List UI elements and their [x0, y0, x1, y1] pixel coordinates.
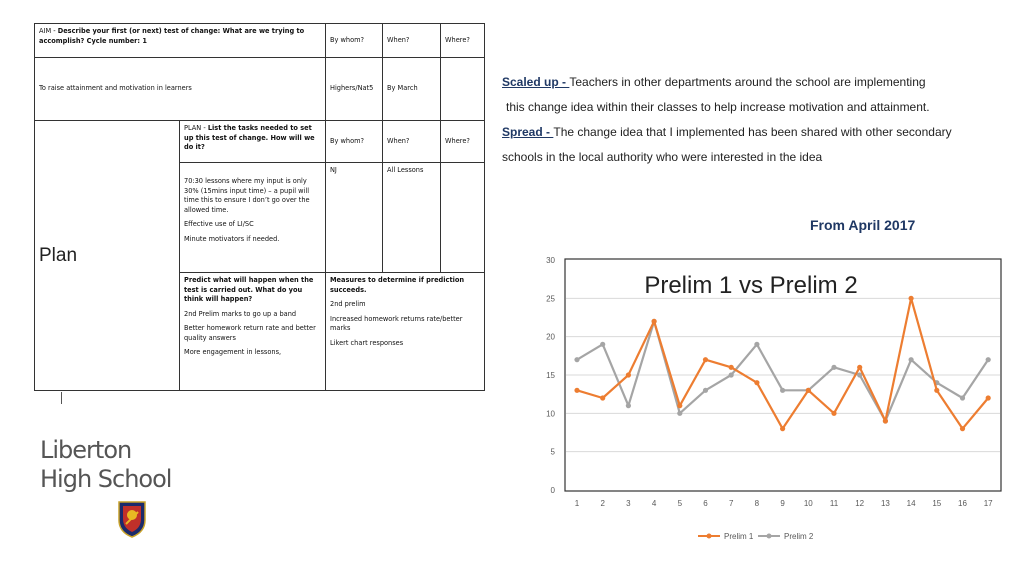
data-point: [806, 388, 811, 393]
scaled-up-label: Scaled up -: [502, 75, 570, 89]
data-point: [960, 395, 965, 400]
data-point: [857, 365, 862, 370]
x-tick-label: 11: [829, 499, 839, 508]
x-tick-label: 17: [983, 499, 993, 508]
x-tick-label: 9: [780, 499, 785, 508]
plan-when-value: All Lessons: [383, 163, 441, 273]
measures-cell: [326, 273, 485, 391]
plan-who: NJ: [326, 163, 383, 273]
data-point: [986, 357, 991, 362]
plan-where-value: [441, 163, 485, 273]
spread-text: The change idea that I implemented has been shared with other secondary: [553, 125, 952, 139]
spread-line-1: [502, 125, 952, 139]
data-point: [909, 296, 914, 301]
measure: Increased homework returns rate/better marks: [330, 314, 463, 333]
chart-title: Prelim 1 vs Prelim 2: [644, 272, 858, 299]
data-point: [626, 372, 631, 377]
data-point: [831, 365, 836, 370]
x-tick-label: 3: [626, 499, 631, 508]
aim-where-value: [441, 58, 485, 121]
data-point: [677, 403, 682, 408]
x-tick-label: 14: [906, 499, 916, 508]
data-point: [831, 411, 836, 416]
scaled-up-text: Teachers in other departments around the school are implementing: [569, 75, 926, 89]
x-tick-label: 10: [803, 499, 813, 508]
data-point: [960, 426, 965, 431]
data-point: [729, 365, 734, 370]
scaled-up-line-2: this change idea within their classes to help increase motivation and attainment.: [506, 100, 930, 114]
aim-question: Describe your first (or next) test of change: What are we trying to accomplish? Cycle number: 1: [39, 27, 305, 45]
y-tick-label: 0: [550, 486, 555, 495]
text-cursor: [61, 392, 62, 404]
data-point: [754, 342, 759, 347]
plan-label: Plan: [35, 121, 180, 391]
x-tick-label: 1: [574, 499, 580, 508]
data-point: [780, 388, 785, 393]
y-tick-label: 5: [550, 447, 555, 457]
plan-tasks-cell: [180, 163, 326, 273]
legend-marker: [767, 534, 772, 539]
school-name-line2: High School: [40, 465, 172, 493]
plan-when-header: When?: [383, 121, 441, 163]
x-tick-label: 2: [600, 499, 605, 508]
x-tick-label: 15: [932, 499, 942, 508]
data-point: [574, 388, 579, 393]
school-name: [40, 436, 171, 494]
aim-when-header: When?: [383, 24, 441, 58]
predict-header: Predict what will happen when the test is carried out. What do you think will happen?: [184, 276, 314, 304]
measures-header: Measures to determine if prediction succeeds.: [330, 276, 465, 294]
aim-by-whom-header: By whom?: [326, 24, 383, 58]
x-tick-label: 4: [651, 499, 657, 508]
x-tick-label: 8: [754, 499, 760, 508]
legend-marker: [707, 534, 712, 539]
data-point: [677, 411, 682, 416]
scaled-up-line-1: [502, 75, 926, 89]
prelim-line-chart: [520, 248, 1010, 548]
data-point: [986, 395, 991, 400]
data-point: [934, 388, 939, 393]
measure: 2nd prelim: [330, 300, 366, 309]
plan-tasks-header: [180, 121, 326, 163]
data-point: [703, 357, 708, 362]
data-point: [754, 380, 759, 385]
legend-label: Prelim 1: [724, 532, 754, 541]
from-date: From April 2017: [810, 217, 916, 233]
plan-tasks-question: List the tasks needed to set up this test of change. How will we do it?: [184, 124, 315, 152]
prediction: Better homework return rate and better quality answers: [184, 324, 316, 342]
data-point: [883, 418, 888, 423]
y-tick-label: 20: [546, 332, 555, 342]
spread-label: Spread -: [502, 125, 554, 139]
data-point: [574, 357, 579, 362]
x-tick-label: 12: [855, 499, 865, 508]
pdsa-form-table: [34, 23, 485, 391]
data-point: [600, 342, 605, 347]
plan-prefix: PLAN -: [184, 124, 208, 132]
x-tick-label: 7: [728, 499, 734, 508]
aim-when-value: By March: [383, 58, 441, 121]
x-tick-label: 13: [880, 499, 890, 508]
aim-question-cell: [35, 24, 326, 58]
data-point: [652, 319, 657, 324]
y-tick-label: 15: [546, 371, 555, 380]
school-name-line1: Liberton: [40, 436, 132, 464]
prediction: 2nd Prelim marks to go up a band: [184, 309, 297, 318]
aim-prefix: AIM -: [39, 27, 58, 35]
plan-task: Minute motivators if needed.: [184, 234, 280, 243]
x-tick-label: 16: [958, 499, 967, 508]
data-point: [729, 372, 734, 377]
plan-task: Effective use of LI/SC: [184, 220, 254, 229]
measure: Likert chart responses: [330, 338, 404, 347]
predict-cell: [180, 273, 326, 391]
data-point: [780, 426, 785, 431]
school-crest-icon: [117, 500, 147, 538]
x-tick-label: 6: [703, 499, 708, 508]
y-tick-label: 30: [546, 256, 555, 265]
x-tick-label: 5: [677, 499, 683, 508]
spread-line-2: schools in the local authority who were interested in the idea: [502, 150, 823, 164]
plan-where-header: Where?: [441, 121, 485, 163]
prediction: More engagement in lessons,: [184, 348, 282, 357]
aim-where-header: Where?: [441, 24, 485, 58]
plan-task: 70:30 lessons where my input is only 30% (15mins input time) – a pupil will time this to ensure I don’t go over the allowed time.: [184, 177, 310, 214]
plan-by-whom-header: By whom?: [326, 121, 383, 163]
aim-who: Highers/Nat5: [326, 58, 383, 121]
aim-text: To raise attainment and motivation in learners: [35, 58, 326, 121]
data-point: [703, 388, 708, 393]
data-point: [626, 403, 631, 408]
y-tick-label: 25: [546, 294, 555, 304]
legend-label: Prelim 2: [784, 532, 814, 541]
data-point: [600, 395, 605, 400]
data-point: [909, 357, 914, 362]
y-tick-label: 10: [546, 409, 555, 419]
